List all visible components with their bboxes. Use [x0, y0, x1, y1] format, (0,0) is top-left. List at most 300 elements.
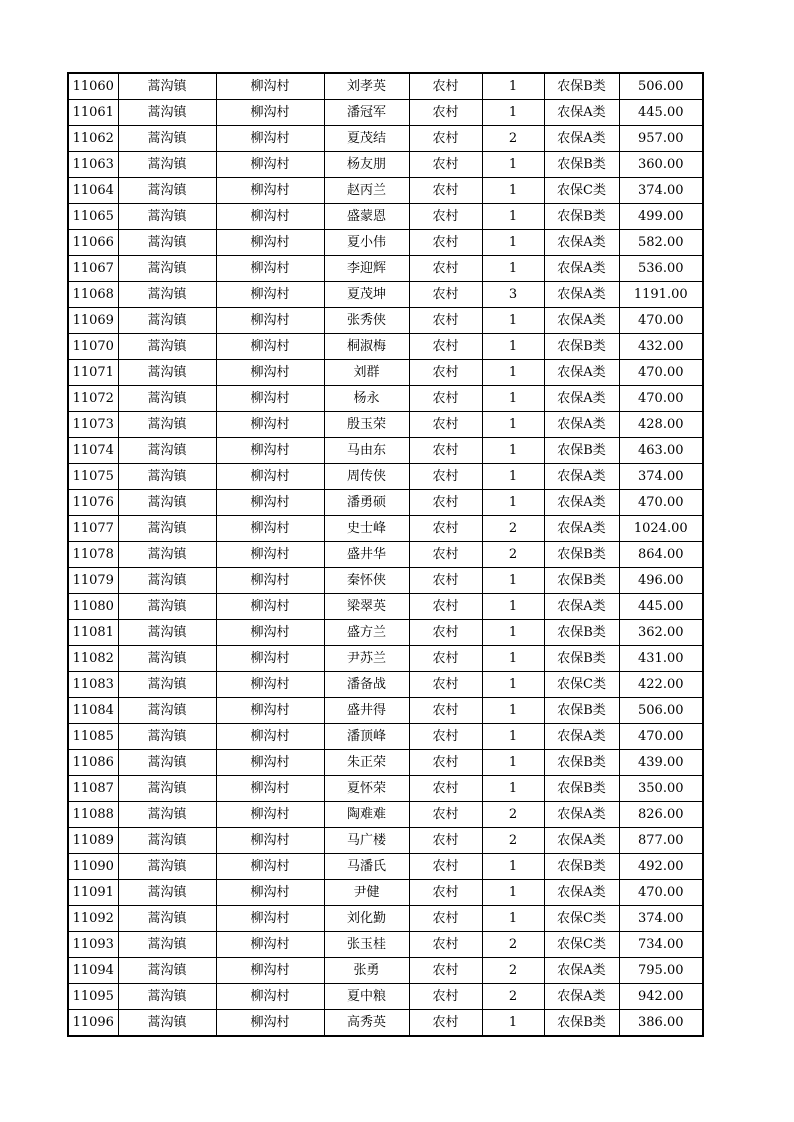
table-row: [68, 880, 703, 906]
record-id-cell: 11060: [68, 73, 118, 100]
insurance-category-cell: 农保C类: [544, 906, 619, 932]
record-id-cell: 11085: [68, 724, 118, 750]
amount-cell: 374.00: [619, 464, 703, 490]
insurance-category-cell: 农保B类: [544, 152, 619, 178]
township-cell: 蒿沟镇: [118, 932, 216, 958]
amount-cell: 439.00: [619, 750, 703, 776]
area-type-cell: 农村: [409, 100, 482, 126]
table-row: [68, 334, 703, 360]
amount-cell: 826.00: [619, 802, 703, 828]
amount-cell: 506.00: [619, 698, 703, 724]
person-name-cell: 殷玉荣: [324, 412, 409, 438]
insurance-category-cell: 农保B类: [544, 750, 619, 776]
area-type-cell: 农村: [409, 230, 482, 256]
village-cell: 柳沟村: [216, 1010, 324, 1037]
village-cell: 柳沟村: [216, 750, 324, 776]
insurance-category-cell: 农保A类: [544, 256, 619, 282]
village-cell: 柳沟村: [216, 776, 324, 802]
village-cell: 柳沟村: [216, 906, 324, 932]
amount-cell: 445.00: [619, 100, 703, 126]
person-name-cell: 杨永: [324, 386, 409, 412]
person-name-cell: 夏中粮: [324, 984, 409, 1010]
township-cell: 蒿沟镇: [118, 802, 216, 828]
table-row: [68, 178, 703, 204]
township-cell: 蒿沟镇: [118, 178, 216, 204]
village-cell: 柳沟村: [216, 958, 324, 984]
insurance-category-cell: 农保B类: [544, 854, 619, 880]
record-id-cell: 11089: [68, 828, 118, 854]
table-row: [68, 724, 703, 750]
table-row: [68, 854, 703, 880]
record-id-cell: 11090: [68, 854, 118, 880]
area-type-cell: 农村: [409, 126, 482, 152]
area-type-cell: 农村: [409, 802, 482, 828]
household-count-cell: 2: [482, 542, 544, 568]
area-type-cell: 农村: [409, 308, 482, 334]
record-id-cell: 11094: [68, 958, 118, 984]
household-count-cell: 1: [482, 594, 544, 620]
village-cell: 柳沟村: [216, 490, 324, 516]
area-type-cell: 农村: [409, 464, 482, 490]
insurance-category-cell: 农保B类: [544, 334, 619, 360]
village-cell: 柳沟村: [216, 646, 324, 672]
table-row: [68, 646, 703, 672]
record-id-cell: 11062: [68, 126, 118, 152]
insurance-category-cell: 农保B类: [544, 1010, 619, 1037]
table-row: [68, 906, 703, 932]
table-row: [68, 438, 703, 464]
table-row: [68, 802, 703, 828]
village-cell: 柳沟村: [216, 802, 324, 828]
insurance-category-cell: 农保C类: [544, 932, 619, 958]
record-id-cell: 11068: [68, 282, 118, 308]
amount-cell: 422.00: [619, 672, 703, 698]
area-type-cell: 农村: [409, 594, 482, 620]
township-cell: 蒿沟镇: [118, 542, 216, 568]
data-table: [67, 72, 704, 1037]
person-name-cell: 潘冠军: [324, 100, 409, 126]
amount-cell: 1191.00: [619, 282, 703, 308]
insurance-category-cell: 农保B类: [544, 204, 619, 230]
insurance-category-cell: 农保A类: [544, 230, 619, 256]
village-cell: 柳沟村: [216, 412, 324, 438]
area-type-cell: 农村: [409, 984, 482, 1010]
person-name-cell: 刘化勤: [324, 906, 409, 932]
table-row: [68, 464, 703, 490]
village-cell: 柳沟村: [216, 438, 324, 464]
insurance-category-cell: 农保A类: [544, 516, 619, 542]
township-cell: 蒿沟镇: [118, 308, 216, 334]
village-cell: 柳沟村: [216, 282, 324, 308]
village-cell: 柳沟村: [216, 204, 324, 230]
record-id-cell: 11084: [68, 698, 118, 724]
record-id-cell: 11080: [68, 594, 118, 620]
insurance-category-cell: 农保C类: [544, 178, 619, 204]
insurance-category-cell: 农保C类: [544, 672, 619, 698]
amount-cell: 428.00: [619, 412, 703, 438]
village-cell: 柳沟村: [216, 126, 324, 152]
table-row: [68, 698, 703, 724]
village-cell: 柳沟村: [216, 386, 324, 412]
insurance-category-cell: 农保A类: [544, 724, 619, 750]
township-cell: 蒿沟镇: [118, 100, 216, 126]
record-id-cell: 11070: [68, 334, 118, 360]
amount-cell: 431.00: [619, 646, 703, 672]
record-id-cell: 11088: [68, 802, 118, 828]
village-cell: 柳沟村: [216, 724, 324, 750]
area-type-cell: 农村: [409, 568, 482, 594]
household-count-cell: 1: [482, 698, 544, 724]
household-count-cell: 1: [482, 73, 544, 100]
household-count-cell: 3: [482, 282, 544, 308]
person-name-cell: 马广楼: [324, 828, 409, 854]
village-cell: 柳沟村: [216, 854, 324, 880]
table-row: [68, 490, 703, 516]
record-id-cell: 11072: [68, 386, 118, 412]
household-count-cell: 1: [482, 100, 544, 126]
insurance-category-cell: 农保A类: [544, 360, 619, 386]
record-id-cell: 11077: [68, 516, 118, 542]
village-cell: 柳沟村: [216, 698, 324, 724]
person-name-cell: 杨友朋: [324, 152, 409, 178]
household-count-cell: 1: [482, 178, 544, 204]
amount-cell: 864.00: [619, 542, 703, 568]
person-name-cell: 陶难难: [324, 802, 409, 828]
table-row: [68, 152, 703, 178]
insurance-category-cell: 农保B类: [544, 438, 619, 464]
village-cell: 柳沟村: [216, 828, 324, 854]
village-cell: 柳沟村: [216, 932, 324, 958]
township-cell: 蒿沟镇: [118, 152, 216, 178]
area-type-cell: 农村: [409, 724, 482, 750]
table-row: [68, 828, 703, 854]
record-id-cell: 11078: [68, 542, 118, 568]
household-count-cell: 1: [482, 152, 544, 178]
record-id-cell: 11064: [68, 178, 118, 204]
amount-cell: 362.00: [619, 620, 703, 646]
insurance-category-cell: 农保B类: [544, 73, 619, 100]
village-cell: 柳沟村: [216, 308, 324, 334]
table-row: [68, 542, 703, 568]
insurance-category-cell: 农保A类: [544, 308, 619, 334]
amount-cell: 957.00: [619, 126, 703, 152]
township-cell: 蒿沟镇: [118, 490, 216, 516]
village-cell: 柳沟村: [216, 984, 324, 1010]
household-count-cell: 2: [482, 984, 544, 1010]
village-cell: 柳沟村: [216, 100, 324, 126]
amount-cell: 470.00: [619, 490, 703, 516]
record-id-cell: 11091: [68, 880, 118, 906]
table-row: [68, 958, 703, 984]
record-id-cell: 11074: [68, 438, 118, 464]
township-cell: 蒿沟镇: [118, 646, 216, 672]
amount-cell: 1024.00: [619, 516, 703, 542]
village-cell: 柳沟村: [216, 256, 324, 282]
household-count-cell: 1: [482, 490, 544, 516]
insurance-category-cell: 农保B类: [544, 698, 619, 724]
table-row: [68, 750, 703, 776]
table-row: [68, 594, 703, 620]
household-count-cell: 1: [482, 204, 544, 230]
table-row: [68, 568, 703, 594]
village-cell: 柳沟村: [216, 178, 324, 204]
area-type-cell: 农村: [409, 516, 482, 542]
record-id-cell: 11096: [68, 1010, 118, 1037]
amount-cell: 877.00: [619, 828, 703, 854]
record-id-cell: 11071: [68, 360, 118, 386]
area-type-cell: 农村: [409, 73, 482, 100]
record-id-cell: 11081: [68, 620, 118, 646]
area-type-cell: 农村: [409, 750, 482, 776]
township-cell: 蒿沟镇: [118, 230, 216, 256]
household-count-cell: 1: [482, 256, 544, 282]
amount-cell: 734.00: [619, 932, 703, 958]
village-cell: 柳沟村: [216, 334, 324, 360]
amount-cell: 499.00: [619, 204, 703, 230]
amount-cell: 432.00: [619, 334, 703, 360]
area-type-cell: 农村: [409, 854, 482, 880]
person-name-cell: 刘群: [324, 360, 409, 386]
village-cell: 柳沟村: [216, 672, 324, 698]
area-type-cell: 农村: [409, 282, 482, 308]
person-name-cell: 潘顶峰: [324, 724, 409, 750]
household-count-cell: 1: [482, 230, 544, 256]
amount-cell: 470.00: [619, 386, 703, 412]
table-body: [68, 73, 703, 1036]
amount-cell: 470.00: [619, 360, 703, 386]
person-name-cell: 盛井华: [324, 542, 409, 568]
amount-cell: 374.00: [619, 178, 703, 204]
person-name-cell: 盛蒙恩: [324, 204, 409, 230]
insurance-category-cell: 农保A类: [544, 412, 619, 438]
amount-cell: 360.00: [619, 152, 703, 178]
village-cell: 柳沟村: [216, 880, 324, 906]
township-cell: 蒿沟镇: [118, 360, 216, 386]
person-name-cell: 梁翠英: [324, 594, 409, 620]
household-count-cell: 1: [482, 906, 544, 932]
township-cell: 蒿沟镇: [118, 464, 216, 490]
area-type-cell: 农村: [409, 334, 482, 360]
area-type-cell: 农村: [409, 178, 482, 204]
village-cell: 柳沟村: [216, 568, 324, 594]
record-id-cell: 11083: [68, 672, 118, 698]
person-name-cell: 张玉桂: [324, 932, 409, 958]
area-type-cell: 农村: [409, 620, 482, 646]
household-count-cell: 1: [482, 1010, 544, 1037]
insurance-category-cell: 农保A类: [544, 880, 619, 906]
township-cell: 蒿沟镇: [118, 620, 216, 646]
household-count-cell: 2: [482, 802, 544, 828]
person-name-cell: 史士峰: [324, 516, 409, 542]
amount-cell: 492.00: [619, 854, 703, 880]
household-count-cell: 1: [482, 776, 544, 802]
household-count-cell: 1: [482, 646, 544, 672]
area-type-cell: 农村: [409, 386, 482, 412]
insurance-category-cell: 农保A类: [544, 464, 619, 490]
person-name-cell: 周传侠: [324, 464, 409, 490]
record-id-cell: 11067: [68, 256, 118, 282]
person-name-cell: 夏怀荣: [324, 776, 409, 802]
record-id-cell: 11095: [68, 984, 118, 1010]
area-type-cell: 农村: [409, 412, 482, 438]
insurance-category-cell: 农保A类: [544, 126, 619, 152]
insurance-category-cell: 农保A类: [544, 828, 619, 854]
person-name-cell: 盛方兰: [324, 620, 409, 646]
township-cell: 蒿沟镇: [118, 568, 216, 594]
insurance-category-cell: 农保B类: [544, 620, 619, 646]
insurance-category-cell: 农保A类: [544, 802, 619, 828]
household-count-cell: 2: [482, 516, 544, 542]
insurance-category-cell: 农保A类: [544, 958, 619, 984]
person-name-cell: 秦怀侠: [324, 568, 409, 594]
table-row: [68, 516, 703, 542]
table-row: [68, 126, 703, 152]
township-cell: 蒿沟镇: [118, 516, 216, 542]
township-cell: 蒿沟镇: [118, 958, 216, 984]
person-name-cell: 盛井得: [324, 698, 409, 724]
person-name-cell: 张勇: [324, 958, 409, 984]
area-type-cell: 农村: [409, 906, 482, 932]
household-count-cell: 1: [482, 334, 544, 360]
household-count-cell: 1: [482, 412, 544, 438]
amount-cell: 795.00: [619, 958, 703, 984]
village-cell: 柳沟村: [216, 152, 324, 178]
person-name-cell: 夏茂结: [324, 126, 409, 152]
household-count-cell: 2: [482, 828, 544, 854]
amount-cell: 582.00: [619, 230, 703, 256]
village-cell: 柳沟村: [216, 230, 324, 256]
township-cell: 蒿沟镇: [118, 880, 216, 906]
record-id-cell: 11087: [68, 776, 118, 802]
household-count-cell: 1: [482, 360, 544, 386]
person-name-cell: 朱正荣: [324, 750, 409, 776]
area-type-cell: 农村: [409, 958, 482, 984]
township-cell: 蒿沟镇: [118, 672, 216, 698]
township-cell: 蒿沟镇: [118, 698, 216, 724]
township-cell: 蒿沟镇: [118, 412, 216, 438]
township-cell: 蒿沟镇: [118, 594, 216, 620]
area-type-cell: 农村: [409, 204, 482, 230]
record-id-cell: 11076: [68, 490, 118, 516]
table-row: [68, 620, 703, 646]
person-name-cell: 赵丙兰: [324, 178, 409, 204]
village-cell: 柳沟村: [216, 594, 324, 620]
township-cell: 蒿沟镇: [118, 256, 216, 282]
household-count-cell: 1: [482, 438, 544, 464]
person-name-cell: 潘备战: [324, 672, 409, 698]
area-type-cell: 农村: [409, 1010, 482, 1037]
insurance-category-cell: 农保B类: [544, 568, 619, 594]
person-name-cell: 李迎辉: [324, 256, 409, 282]
area-type-cell: 农村: [409, 646, 482, 672]
village-cell: 柳沟村: [216, 464, 324, 490]
area-type-cell: 农村: [409, 776, 482, 802]
area-type-cell: 农村: [409, 542, 482, 568]
table-row: [68, 984, 703, 1010]
insurance-category-cell: 农保B类: [544, 542, 619, 568]
township-cell: 蒿沟镇: [118, 906, 216, 932]
township-cell: 蒿沟镇: [118, 776, 216, 802]
table-row: [68, 932, 703, 958]
household-count-cell: 1: [482, 568, 544, 594]
table-row: [68, 308, 703, 334]
insurance-category-cell: 农保B类: [544, 646, 619, 672]
household-count-cell: 2: [482, 932, 544, 958]
person-name-cell: 张秀侠: [324, 308, 409, 334]
township-cell: 蒿沟镇: [118, 854, 216, 880]
amount-cell: 470.00: [619, 724, 703, 750]
record-id-cell: 11061: [68, 100, 118, 126]
amount-cell: 463.00: [619, 438, 703, 464]
person-name-cell: 桐淑梅: [324, 334, 409, 360]
person-name-cell: 马由东: [324, 438, 409, 464]
insurance-category-cell: 农保A类: [544, 100, 619, 126]
amount-cell: 350.00: [619, 776, 703, 802]
household-count-cell: 1: [482, 386, 544, 412]
record-id-cell: 11079: [68, 568, 118, 594]
area-type-cell: 农村: [409, 698, 482, 724]
township-cell: 蒿沟镇: [118, 438, 216, 464]
village-cell: 柳沟村: [216, 542, 324, 568]
township-cell: 蒿沟镇: [118, 204, 216, 230]
amount-cell: 470.00: [619, 308, 703, 334]
table-row: [68, 672, 703, 698]
insurance-category-cell: 农保A类: [544, 490, 619, 516]
record-id-cell: 11093: [68, 932, 118, 958]
area-type-cell: 农村: [409, 828, 482, 854]
household-count-cell: 1: [482, 750, 544, 776]
insurance-category-cell: 农保A类: [544, 282, 619, 308]
household-count-cell: 1: [482, 880, 544, 906]
table-row: [68, 1010, 703, 1037]
record-id-cell: 11069: [68, 308, 118, 334]
township-cell: 蒿沟镇: [118, 828, 216, 854]
insurance-category-cell: 农保A类: [544, 386, 619, 412]
area-type-cell: 农村: [409, 152, 482, 178]
household-count-cell: 1: [482, 854, 544, 880]
amount-cell: 386.00: [619, 1010, 703, 1037]
area-type-cell: 农村: [409, 360, 482, 386]
area-type-cell: 农村: [409, 672, 482, 698]
record-id-cell: 11082: [68, 646, 118, 672]
record-id-cell: 11066: [68, 230, 118, 256]
person-name-cell: 马潘氏: [324, 854, 409, 880]
township-cell: 蒿沟镇: [118, 724, 216, 750]
record-id-cell: 11063: [68, 152, 118, 178]
township-cell: 蒿沟镇: [118, 73, 216, 100]
village-cell: 柳沟村: [216, 360, 324, 386]
amount-cell: 942.00: [619, 984, 703, 1010]
person-name-cell: 高秀英: [324, 1010, 409, 1037]
table-row: [68, 100, 703, 126]
person-name-cell: 夏茂坤: [324, 282, 409, 308]
household-count-cell: 1: [482, 308, 544, 334]
area-type-cell: 农村: [409, 932, 482, 958]
amount-cell: 496.00: [619, 568, 703, 594]
amount-cell: 374.00: [619, 906, 703, 932]
record-id-cell: 11065: [68, 204, 118, 230]
household-count-cell: 2: [482, 126, 544, 152]
area-type-cell: 农村: [409, 256, 482, 282]
table-row: [68, 256, 703, 282]
household-count-cell: 2: [482, 958, 544, 984]
area-type-cell: 农村: [409, 490, 482, 516]
amount-cell: 445.00: [619, 594, 703, 620]
record-id-cell: 11075: [68, 464, 118, 490]
record-id-cell: 11086: [68, 750, 118, 776]
table-row: [68, 360, 703, 386]
table-row: [68, 776, 703, 802]
